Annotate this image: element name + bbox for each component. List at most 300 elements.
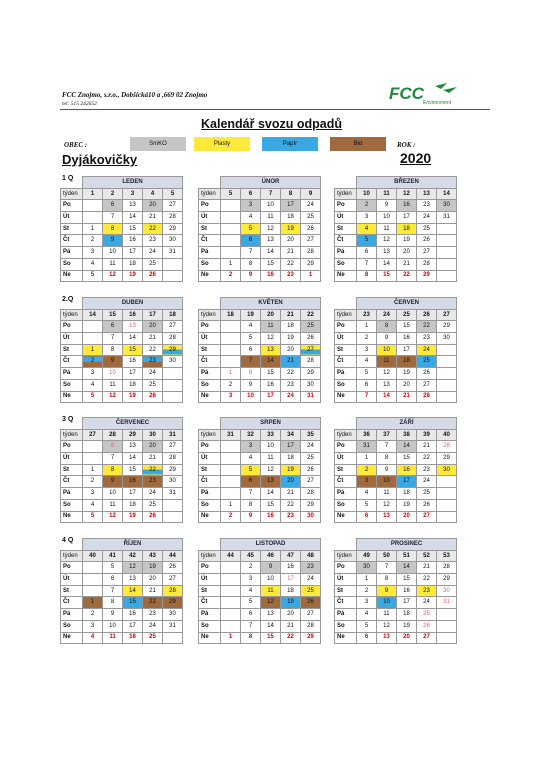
weekday-label: Po [199,562,221,574]
week-number: 43 [143,550,163,562]
day-cell: 3 [241,574,261,586]
month-table [198,417,321,523]
month-table [60,297,183,403]
day-cell [437,258,457,270]
day-cell: 12 [261,464,281,476]
day-cell: 26 [301,223,321,235]
day-row [335,574,457,586]
day-row [335,356,457,368]
day-row [335,609,457,621]
weekday-label: Pá [199,609,221,621]
day-cell: 3 [221,391,241,403]
week-number: 16 [123,309,143,321]
day-cell: 2 [357,585,377,597]
day-cell: 1 [221,499,241,511]
day-cell: 13 [123,200,143,212]
weekday-label: Ne [199,391,221,403]
day-cell: 10 [377,344,397,356]
day-cell [437,235,457,247]
week-number: 31 [221,429,241,441]
day-cell [221,441,241,453]
day-cell: 10 [241,391,261,403]
day-cell: 22 [143,464,163,476]
day-cell: 15 [123,344,143,356]
day-cell: 16 [123,476,143,488]
day-cell: 20 [281,609,301,621]
day-cell: 16 [123,609,143,621]
day-cell: 17 [123,247,143,259]
day-row [199,258,321,270]
company-phone: tel: 515 242652 [62,101,97,107]
week-number: 25 [397,309,417,321]
day-cell: 25 [301,212,321,224]
day-cell: 1 [357,453,377,465]
day-cell: 15 [261,368,281,380]
day-cell: 18 [123,499,143,511]
day-cell: 21 [397,258,417,270]
day-cell: 27 [163,441,183,453]
day-cell: 15 [123,597,143,609]
day-row [335,368,457,380]
weekday-label: St [61,344,83,356]
week-number: 9 [301,188,321,200]
day-cell: 6 [241,235,261,247]
day-cell: 25 [301,585,321,597]
year: 2020 [400,150,432,166]
day-cell: 1 [83,597,103,609]
day-cell [437,488,457,500]
day-cell: 13 [123,574,143,586]
month-table [198,538,321,644]
day-cell: 13 [377,632,397,644]
week-number: 26 [417,309,437,321]
day-cell: 24 [143,368,163,380]
day-cell [83,200,103,212]
day-cell: 17 [397,212,417,224]
weekday-label: Út [61,333,83,345]
weekday-label: So [61,620,83,632]
weekday-label: So [61,258,83,270]
day-cell: 26 [143,270,163,282]
day-row [335,562,457,574]
day-row [335,632,457,644]
day-cell: 31 [301,391,321,403]
week-number: 30 [143,429,163,441]
day-cell: 25 [417,356,437,368]
weekday-label: So [335,258,357,270]
month-table [334,176,457,282]
week-label: týden [199,188,221,200]
month-table [334,297,457,403]
day-cell: 31 [437,212,457,224]
day-cell: 17 [397,597,417,609]
day-cell: 13 [261,476,281,488]
day-cell: 6 [357,632,377,644]
weekday-label: Ne [61,511,83,523]
quarter-label: 3 Q [62,416,74,423]
day-cell: 7 [241,247,261,259]
day-cell: 10 [377,597,397,609]
legend-plasty: Plasty [194,137,250,151]
day-cell: 9 [241,511,261,523]
day-cell: 14 [261,620,281,632]
week-label: týden [61,429,83,441]
day-cell: 31 [357,441,377,453]
day-cell: 14 [123,333,143,345]
day-cell: 29 [301,258,321,270]
weekday-label: Čt [335,235,357,247]
day-cell: 14 [377,258,397,270]
day-cell: 30 [437,464,457,476]
day-cell: 13 [377,247,397,259]
day-cell: 2 [83,235,103,247]
weekday-label: Ne [61,391,83,403]
day-cell: 20 [397,247,417,259]
day-cell: 25 [301,321,321,333]
day-cell: 20 [143,200,163,212]
month-header-spacer [199,418,221,430]
day-cell: 19 [397,368,417,380]
day-cell: 27 [417,632,437,644]
day-cell [221,620,241,632]
day-row [61,223,183,235]
day-cell: 27 [301,235,321,247]
weekday-label: Út [199,212,221,224]
week-number: 24 [377,309,397,321]
weekday-label: Čt [61,476,83,488]
day-cell: 5 [241,597,261,609]
week-number: 32 [241,429,261,441]
day-cell: 25 [301,453,321,465]
day-row [335,379,457,391]
day-row [335,235,457,247]
week-number: 2 [103,188,123,200]
week-number: 44 [163,550,183,562]
weekday-label: Po [335,562,357,574]
day-row [199,476,321,488]
weekday-label: Ne [199,511,221,523]
day-cell: 21 [417,441,437,453]
day-cell: 20 [397,632,417,644]
day-row [335,223,457,235]
day-row [199,632,321,644]
day-cell: 24 [301,200,321,212]
day-cell: 7 [103,585,123,597]
day-cell [163,499,183,511]
day-cell [221,235,241,247]
week-label: týden [335,429,357,441]
day-cell: 12 [377,368,397,380]
day-cell: 11 [377,223,397,235]
legend-smko: SmKO [130,137,186,151]
day-cell: 29 [163,597,183,609]
day-cell: 6 [357,379,377,391]
day-row [335,200,457,212]
day-cell: 19 [281,333,301,345]
day-row [61,499,183,511]
day-cell: 1 [83,344,103,356]
week-number: 47 [281,550,301,562]
day-cell: 19 [143,562,163,574]
day-cell: 10 [103,620,123,632]
day-cell [83,212,103,224]
day-cell: 17 [261,391,281,403]
day-cell: 16 [123,356,143,368]
week-number: 41 [103,550,123,562]
day-cell: 6 [241,344,261,356]
day-cell: 16 [123,235,143,247]
day-cell: 19 [123,270,143,282]
weekday-label: St [335,464,357,476]
rok-label: ROK : [397,141,416,149]
weekday-label: St [199,344,221,356]
weekday-label: Pá [335,609,357,621]
weekday-label: Po [61,321,83,333]
day-cell [437,620,457,632]
day-row [199,585,321,597]
day-row [61,620,183,632]
day-row [61,212,183,224]
day-row [61,247,183,259]
weekday-label: Po [335,441,357,453]
day-cell: 13 [261,609,281,621]
day-cell: 16 [397,464,417,476]
day-cell: 12 [123,562,143,574]
day-cell: 18 [281,212,301,224]
day-cell: 19 [397,235,417,247]
week-number: 36 [357,429,377,441]
day-cell: 10 [377,212,397,224]
day-cell [83,333,103,345]
day-cell: 16 [397,585,417,597]
day-cell: 30 [163,609,183,621]
month-table [334,417,457,523]
day-cell [437,391,457,403]
month-table [60,538,183,644]
day-cell [221,476,241,488]
day-cell: 8 [103,223,123,235]
week-number: 46 [261,550,281,562]
day-cell: 27 [417,511,437,523]
day-cell: 19 [281,597,301,609]
day-cell: 15 [397,574,417,586]
day-cell: 14 [397,562,417,574]
day-row [61,235,183,247]
weekday-label: Čt [61,235,83,247]
day-cell: 19 [397,620,417,632]
day-cell [221,344,241,356]
week-number: 29 [123,429,143,441]
day-cell: 2 [221,270,241,282]
day-cell: 10 [261,574,281,586]
day-row [199,562,321,574]
day-cell [437,476,457,488]
month-header-spacer [335,177,357,189]
month-table [60,417,183,523]
day-cell: 11 [261,321,281,333]
day-row [199,511,321,523]
weekday-label: Pá [335,247,357,259]
day-cell: 27 [301,344,321,356]
day-row [61,562,183,574]
day-row [61,356,183,368]
day-cell: 12 [377,235,397,247]
day-row [199,453,321,465]
day-cell: 27 [417,247,437,259]
weekday-label: Út [335,453,357,465]
day-cell [221,562,241,574]
day-cell [83,562,103,574]
week-number: 5 [163,188,183,200]
day-cell: 5 [83,511,103,523]
day-cell: 8 [357,270,377,282]
day-row [335,464,457,476]
day-cell: 26 [301,333,321,345]
day-cell: 22 [143,344,163,356]
day-cell: 11 [103,379,123,391]
day-cell: 30 [357,562,377,574]
day-row [199,321,321,333]
day-cell: 16 [397,200,417,212]
week-label: týden [335,309,357,321]
month-table [334,538,457,644]
weekday-label: Po [335,321,357,333]
day-cell [437,609,457,621]
day-row [199,235,321,247]
day-cell: 17 [281,574,301,586]
day-cell [221,223,241,235]
day-cell: 24 [301,441,321,453]
week-number: 49 [357,550,377,562]
week-number: 23 [357,309,377,321]
day-row [199,464,321,476]
day-cell: 3 [357,597,377,609]
day-cell: 21 [143,212,163,224]
day-cell: 11 [103,632,123,644]
day-cell: 22 [417,453,437,465]
day-cell: 18 [397,223,417,235]
day-cell: 21 [281,356,301,368]
weekday-label: Ne [335,391,357,403]
day-cell: 16 [281,562,301,574]
week-number: 4 [143,188,163,200]
day-row [199,356,321,368]
week-number: 14 [83,309,103,321]
day-cell: 3 [83,368,103,380]
day-cell: 17 [281,200,301,212]
day-cell: 15 [397,453,417,465]
day-cell: 15 [377,270,397,282]
weekday-label: Ne [335,270,357,282]
day-cell [221,200,241,212]
day-cell: 12 [103,511,123,523]
day-cell: 4 [241,321,261,333]
day-cell [437,499,457,511]
week-number: 22 [301,309,321,321]
day-cell: 9 [103,356,123,368]
day-cell [163,270,183,282]
day-cell [221,453,241,465]
weekday-label: Ne [335,511,357,523]
week-number: 50 [377,550,397,562]
month-header-spacer [199,539,221,551]
month-table [60,176,183,282]
day-cell: 7 [377,562,397,574]
day-cell: 24 [281,391,301,403]
svg-text:Environment: Environment [423,100,452,106]
day-cell: 30 [163,476,183,488]
day-cell: 18 [123,258,143,270]
day-cell [221,333,241,345]
day-cell: 28 [301,356,321,368]
day-row [335,258,457,270]
day-cell: 11 [261,212,281,224]
week-number: 45 [241,550,261,562]
day-cell: 7 [357,391,377,403]
day-cell [221,464,241,476]
day-cell: 14 [123,212,143,224]
day-cell: 5 [83,391,103,403]
week-number: 37 [377,429,397,441]
day-cell: 28 [163,333,183,345]
day-cell: 27 [301,476,321,488]
day-row [199,597,321,609]
day-cell: 19 [123,391,143,403]
day-cell: 3 [357,476,377,488]
weekday-label: Út [61,574,83,586]
day-row [335,476,457,488]
day-row [199,574,321,586]
day-cell [437,511,457,523]
day-cell: 22 [281,499,301,511]
day-cell: 27 [417,379,437,391]
week-label: týden [61,188,83,200]
weekday-label: Út [199,574,221,586]
day-cell: 22 [281,258,301,270]
week-number: 48 [301,550,321,562]
weekday-label: St [61,464,83,476]
day-cell: 8 [241,258,261,270]
day-cell: 28 [417,258,437,270]
day-cell: 12 [377,499,397,511]
week-number: 7 [261,188,281,200]
day-cell: 9 [103,476,123,488]
day-cell: 11 [377,488,397,500]
day-cell: 7 [357,258,377,270]
day-cell: 9 [241,270,261,282]
weekday-label: Ne [335,632,357,644]
day-cell: 2 [357,464,377,476]
day-cell: 4 [83,632,103,644]
day-row [199,247,321,259]
month-name: ČERVEN [357,298,457,310]
day-cell: 24 [143,620,163,632]
day-row [61,344,183,356]
day-cell: 25 [417,223,437,235]
weekday-label: So [199,258,221,270]
day-cell: 10 [261,200,281,212]
day-cell: 2 [221,511,241,523]
weekday-label: Pá [199,488,221,500]
day-cell [221,212,241,224]
day-row [61,574,183,586]
month-header-spacer [335,298,357,310]
weekday-label: Ne [199,270,221,282]
day-cell: 22 [143,597,163,609]
day-row [61,632,183,644]
day-cell [83,585,103,597]
day-cell: 4 [241,585,261,597]
